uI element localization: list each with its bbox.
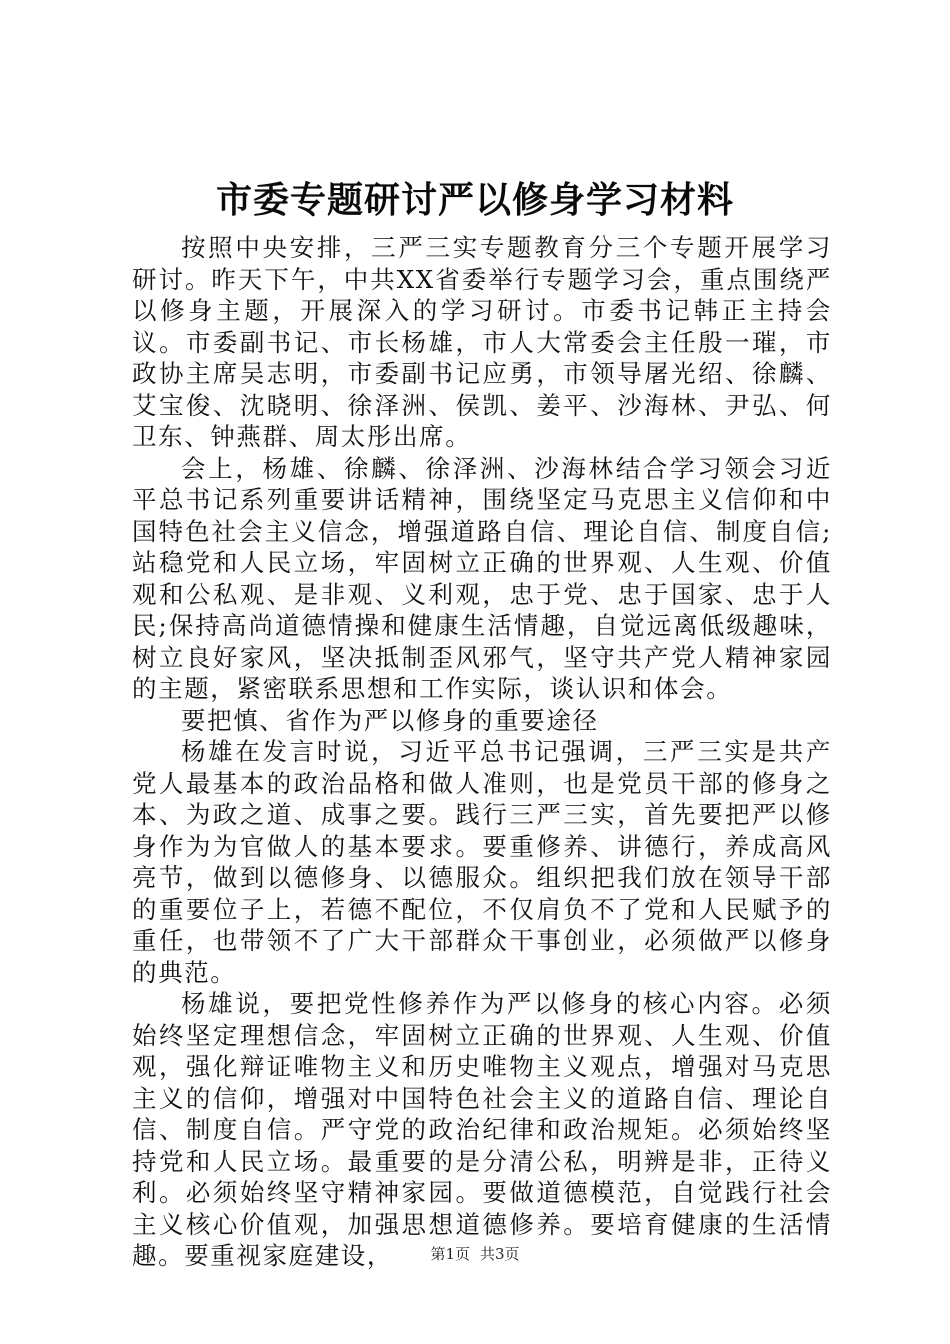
paragraph: 会上，杨雄、徐麟、徐泽洲、沙海林结合学习领会习近平总书记系列重要讲话精神，围绕坚定马克思主义信仰和中国特色社会主义信念，增强道路自信、理论自信、制度自信;站稳党和人民立场，牢固树立正确的世界观、人生观、价值观和公私观、是非观、义利观，忠于党、忠于国家、忠于人民;保持高尚道德情操和健康生活情趣，自觉远离低级趣味，树立良好家风，坚决抵制歪风邪气，坚守共产党人精神家园的主题，紧密联系思想和工作实际，谈认识和体会。 bbox=[132, 453, 832, 703]
paragraph: 按照中央安排，三严三实专题教育分三个专题开展学习研讨。昨天下午，中共XX省委举行专题学习会，重点围绕严以修身主题，开展深入的学习研讨。市委书记韩正主持会议。市委副书记、市长杨雄，市人大常委会主任殷一璀，市政协主席吴志明，市委副书记应勇，市领导屠光绍、徐麟、艾宝俊、沈晓明、徐泽洲、侯凯、姜平、沙海林、尹弘、何卫东、钟燕群、周太彤出席。 bbox=[132, 233, 832, 451]
document-title: 市委专题研讨严以修身学习材料 bbox=[215, 179, 734, 221]
page-footer bbox=[0, 1244, 950, 1264]
paragraph: 杨雄说，要把党性修养作为严以修身的核心内容。必须始终坚定理想信念，牢固树立正确的世界观、人生观、价值观，强化辩证唯物主义和历史唯物主义观点，增强对马克思主义的信仰，增强对中国特色社会主义的道路自信、理论自信、制度自信。严守党的政治纪律和政治规矩。必须始终坚持党和人民立场。最重要的是分清公私，明辨是非，正待义利。必须始终坚守精神家园。要做道德模范，自觉践行社会主义核心价值观，加强思想道德修养。要培育健康的生活情趣。要重视家庭建设， bbox=[132, 989, 832, 1270]
page-total: 共3页 bbox=[480, 1245, 520, 1263]
paragraph: 杨雄在发言时说，习近平总书记强调，三严三实是共产党人最基本的政治品格和做人准则，也是党员干部的修身之本、为政之道、成事之要。践行三严三实，首先要把严以修身作为为官做人的基本要求。要重修养、讲德行，养成高风亮节，做到以德修身、以德服众。组织把我们放在领导干部的重要位子上，若德不配位，不仅肩负不了党和人民赋予的重任，也带领不了广大干部群众干事创业，必须做严以修身的典范。 bbox=[132, 737, 832, 987]
document-body bbox=[132, 232, 832, 1272]
section-heading: 要把慎、省作为严以修身的重要途径 bbox=[181, 705, 599, 735]
page-number: 第1页 bbox=[430, 1245, 470, 1263]
